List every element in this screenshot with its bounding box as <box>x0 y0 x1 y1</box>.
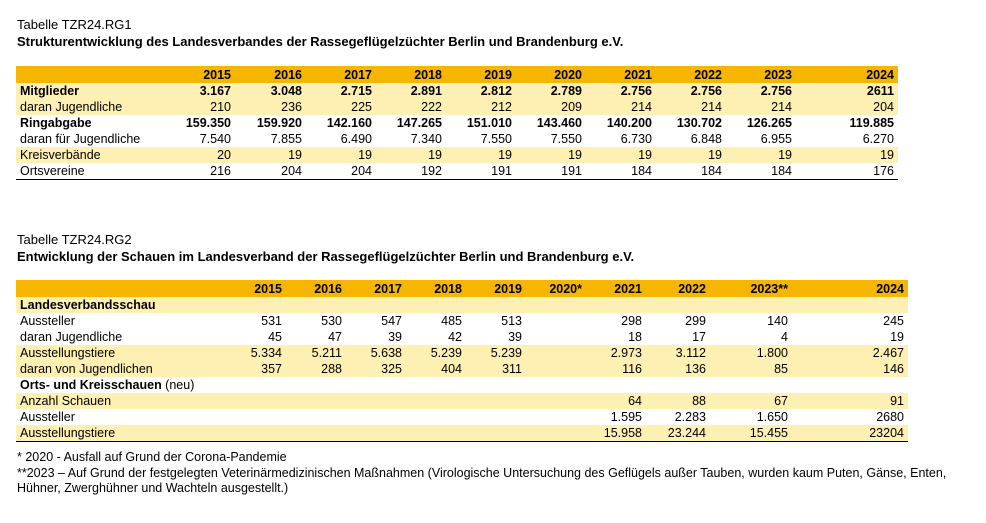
table-cell: 23204 <box>792 425 908 442</box>
year-header: 2018 <box>406 280 466 297</box>
table-cell: 357 <box>222 361 286 377</box>
table2-title: Entwicklung der Schauen im Landesverband der Rassegeflügelzüchter Berlin und Brandenburg e.V. <box>17 249 635 264</box>
row-label: daran Jugendliche <box>16 99 164 115</box>
table-cell: 2611 <box>796 83 898 99</box>
table-cell <box>526 393 586 409</box>
table-cell: 19 <box>376 147 446 163</box>
table-cell <box>526 345 586 361</box>
row-label: daran Jugendliche <box>20 330 123 344</box>
table-cell: 547 <box>381 314 402 328</box>
table-cell: 159.920 <box>256 116 302 130</box>
table-cell: 6.848 <box>690 132 722 146</box>
table-cell: 67 <box>710 393 792 409</box>
row-label: Anzahl Schauen <box>16 393 222 409</box>
table-cell: 19 <box>586 147 656 163</box>
structure-table <box>16 66 898 180</box>
table-cell <box>406 409 466 425</box>
table-cell: 140.200 <box>606 116 652 130</box>
table-cell: 47 <box>328 330 342 344</box>
table-cell: 184 <box>586 163 656 180</box>
year-header: 2020 <box>516 66 586 83</box>
table-cell <box>286 409 346 425</box>
table-row <box>16 83 898 99</box>
table2-header-row <box>16 280 908 297</box>
table-cell: 5.239 <box>406 345 466 361</box>
table-cell: 6.730 <box>620 132 652 146</box>
row-label: Aussteller <box>20 410 75 424</box>
table-cell: 19 <box>235 147 306 163</box>
year-header: 2016 <box>235 66 306 83</box>
table-cell: 2.789 <box>516 83 586 99</box>
table-cell: 513 <box>501 314 522 328</box>
table-cell: 3.167 <box>164 83 235 99</box>
table-cell: 325 <box>346 361 406 377</box>
table-cell: 143.460 <box>536 116 582 130</box>
year-header: 2018 <box>376 66 446 83</box>
table-cell: 147.265 <box>396 116 442 130</box>
table-cell: 19 <box>726 147 796 163</box>
table-cell: 7.550 <box>550 132 582 146</box>
row-label: Kreisverbände <box>16 147 164 163</box>
table-cell <box>466 393 526 409</box>
table-cell: 204 <box>235 163 306 180</box>
year-header: 2023** <box>710 280 792 297</box>
table-cell: 216 <box>164 163 235 180</box>
table-row <box>16 147 898 163</box>
section-title: Orts- und Kreisschauen <box>20 378 162 392</box>
section-label <box>16 377 908 393</box>
table-cell <box>526 313 586 329</box>
table-cell: 204 <box>306 163 376 180</box>
table-cell: 191 <box>446 163 516 180</box>
section-row <box>16 377 908 393</box>
table-cell: 2.812 <box>446 83 516 99</box>
table-cell: 5.638 <box>346 345 406 361</box>
table-cell <box>526 329 586 345</box>
table1-header-row <box>16 66 898 83</box>
table-cell <box>466 409 526 425</box>
section-suffix: (neu) <box>161 378 195 392</box>
table-cell: 15.455 <box>710 425 792 442</box>
table-cell <box>526 409 586 425</box>
table-row <box>16 163 898 180</box>
table-cell: 146 <box>792 361 908 377</box>
year-header: 2019 <box>446 66 516 83</box>
table-cell: 298 <box>621 314 642 328</box>
table2-caption: Tabelle TZR24.RG2 <box>17 232 132 247</box>
table-cell <box>286 393 346 409</box>
table-cell <box>222 409 286 425</box>
table-cell <box>346 409 406 425</box>
table-cell: 19 <box>656 147 726 163</box>
table-cell: 4 <box>781 330 788 344</box>
table-row <box>16 425 908 442</box>
table1-caption: Tabelle TZR24.RG1 <box>17 17 132 32</box>
table-cell: 245 <box>883 314 904 328</box>
table-cell: 42 <box>448 330 462 344</box>
table-cell: 530 <box>321 314 342 328</box>
table-cell: 85 <box>710 361 792 377</box>
table-cell: 2.715 <box>306 83 376 99</box>
table-cell: 7.540 <box>199 132 231 146</box>
table-cell: 140 <box>767 314 788 328</box>
table-cell: 126.265 <box>746 116 792 130</box>
year-header: 2015 <box>164 66 235 83</box>
table-cell: 2.467 <box>792 345 908 361</box>
table-cell: 192 <box>376 163 446 180</box>
row-label: Mitglieder <box>16 83 164 99</box>
table-cell: 45 <box>268 330 282 344</box>
year-header: 2022 <box>646 280 710 297</box>
table-cell: 64 <box>586 393 646 409</box>
table-cell: 210 <box>164 99 235 115</box>
year-header: 2015 <box>222 280 286 297</box>
table-row <box>16 131 898 147</box>
table-cell: 209 <box>516 99 586 115</box>
table-cell: 176 <box>796 163 898 180</box>
table-cell: 311 <box>466 361 526 377</box>
row-label: daran für Jugendliche <box>20 132 141 146</box>
year-header: 2022 <box>656 66 726 83</box>
shows-table <box>16 280 908 442</box>
table-cell: 7.340 <box>410 132 442 146</box>
table-row <box>16 115 898 131</box>
table-row <box>16 99 898 115</box>
table-cell: 288 <box>286 361 346 377</box>
table-cell <box>286 425 346 442</box>
row-label: Ortsvereine <box>16 163 164 180</box>
table-cell <box>526 361 586 377</box>
footnote-veterinary: **2023 – Auf Grund der festgelegten Veterinärmedizinischen Maßnahmen (Virologische Untersuchung des Geflügels außer Tauben, wurden kaum Puten, Gänse, Enten, Hühner, Zwerghühner und Wachteln ausgestellt.) <box>17 466 947 495</box>
table-cell: 212 <box>446 99 516 115</box>
table-cell: 222 <box>376 99 446 115</box>
table-cell <box>346 425 406 442</box>
table-cell: 91 <box>792 393 908 409</box>
table-cell: 2.973 <box>586 345 646 361</box>
table-cell: 2.756 <box>726 83 796 99</box>
row-label: Ausstellungstiere <box>16 425 222 442</box>
table-cell: 19 <box>306 147 376 163</box>
table-cell: 3.048 <box>235 83 306 99</box>
row-label: daran von Jugendlichen <box>16 361 222 377</box>
year-header: 2024 <box>792 280 908 297</box>
table-row <box>16 409 908 425</box>
year-header: 2021 <box>586 280 646 297</box>
table-cell: 299 <box>685 314 706 328</box>
table-cell: 88 <box>646 393 710 409</box>
table-cell: 2680 <box>876 410 904 424</box>
table-cell: 1.650 <box>756 410 788 424</box>
year-header: 2017 <box>346 280 406 297</box>
table-cell <box>222 425 286 442</box>
section-row <box>16 297 908 313</box>
table-cell: 5.211 <box>286 345 346 361</box>
table-cell: 19 <box>796 147 898 163</box>
year-header: 2021 <box>586 66 656 83</box>
year-header: 2024 <box>796 66 898 83</box>
table-cell: 1.595 <box>610 410 642 424</box>
table-cell <box>466 425 526 442</box>
table-row <box>16 361 908 377</box>
table-row <box>16 313 908 329</box>
year-header: 2019 <box>466 280 526 297</box>
table-cell: 1.800 <box>710 345 792 361</box>
table-row <box>16 329 908 345</box>
table-cell: 151.010 <box>466 116 512 130</box>
section-title: Landesverbandsschau <box>20 298 156 312</box>
footnote-corona: * 2020 - Ausfall auf Grund der Corona-Pandemie <box>17 450 287 464</box>
table-cell: 184 <box>656 163 726 180</box>
table-cell: 5.239 <box>466 345 526 361</box>
table-cell: 184 <box>726 163 796 180</box>
table-cell: 214 <box>726 99 796 115</box>
table-cell: 3.112 <box>646 345 710 361</box>
table-cell: 5.334 <box>222 345 286 361</box>
table-cell: 7.550 <box>480 132 512 146</box>
row-label: Ringabgabe <box>20 116 92 130</box>
row-label: Ausstellungstiere <box>16 345 222 361</box>
table-cell: 214 <box>586 99 656 115</box>
table-cell: 17 <box>692 330 706 344</box>
table-cell <box>222 393 286 409</box>
table-cell: 485 <box>441 314 462 328</box>
table-cell: 19 <box>890 330 904 344</box>
table-cell: 404 <box>406 361 466 377</box>
table-cell: 204 <box>796 99 898 115</box>
table-cell: 214 <box>656 99 726 115</box>
table-cell: 191 <box>516 163 586 180</box>
table-cell <box>406 393 466 409</box>
table-row <box>16 345 908 361</box>
table-cell: 159.350 <box>185 116 231 130</box>
table-cell <box>346 393 406 409</box>
table-cell: 119.885 <box>849 116 894 130</box>
table-cell: 6.955 <box>760 132 792 146</box>
table-cell: 2.756 <box>586 83 656 99</box>
table-cell: 2.891 <box>376 83 446 99</box>
table-cell <box>526 425 586 442</box>
table-cell: 23.244 <box>646 425 710 442</box>
table1-title: Strukturentwicklung des Landesverbandes der Rassegeflügelzüchter Berlin und Brandenburg e.V. <box>17 34 624 49</box>
table-cell: 19 <box>516 147 586 163</box>
year-header: 2020* <box>526 280 586 297</box>
table-cell: 39 <box>388 330 402 344</box>
table-cell: 7.855 <box>270 132 302 146</box>
table-cell <box>406 425 466 442</box>
table-cell: 2.283 <box>674 410 706 424</box>
table-cell: 225 <box>306 99 376 115</box>
table-cell: 531 <box>261 314 282 328</box>
table-cell: 18 <box>628 330 642 344</box>
table-row <box>16 393 908 409</box>
table-cell: 116 <box>586 361 646 377</box>
year-header: 2017 <box>306 66 376 83</box>
table-cell: 130.702 <box>676 116 722 130</box>
table-cell: 15.958 <box>586 425 646 442</box>
table-cell: 2.756 <box>656 83 726 99</box>
table-cell: 39 <box>508 330 522 344</box>
table-cell: 6.490 <box>340 132 372 146</box>
table-cell: 136 <box>646 361 710 377</box>
table-cell: 20 <box>164 147 235 163</box>
row-label: Aussteller <box>20 314 75 328</box>
table-cell: 19 <box>446 147 516 163</box>
table-cell: 142.160 <box>326 116 372 130</box>
table-cell: 6.270 <box>862 132 894 146</box>
table-cell: 236 <box>235 99 306 115</box>
year-header: 2016 <box>286 280 346 297</box>
year-header: 2023 <box>726 66 796 83</box>
section-label <box>16 297 908 313</box>
